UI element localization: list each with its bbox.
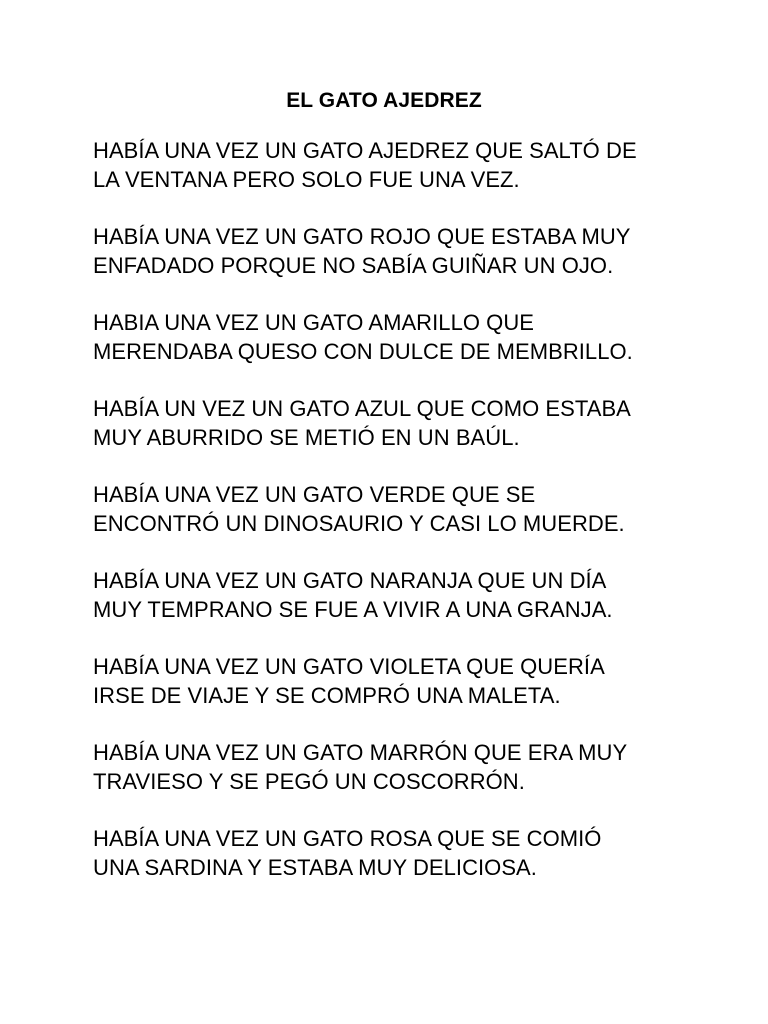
stanza — [93, 394, 733, 452]
stanza-line: MUY ABURRIDO SE METIÓ EN UN BAÚL. — [93, 425, 520, 450]
stanza-line: HABÍA UNA VEZ UN GATO NARANJA QUE UN DÍA — [93, 568, 607, 593]
stanza-line: ENCONTRÓ UN DINOSAURIO Y CASI LO MUERDE. — [93, 511, 625, 536]
document-title: EL GATO AJEDREZ — [286, 89, 482, 112]
stanza-line: MERENDABA QUESO CON DULCE DE MEMBRILLO. — [93, 339, 633, 364]
stanza-line: HABÍA UN VEZ UN GATO AZUL QUE COMO ESTABA — [93, 396, 631, 421]
stanza-line: HABÍA UNA VEZ UN GATO MARRÓN QUE ERA MUY — [93, 740, 628, 765]
stanza — [93, 308, 733, 366]
stanza-line: HABÍA UNA VEZ UN GATO VIOLETA QUE QUERÍA — [93, 654, 605, 679]
stanza-line: HABÍA UNA VEZ UN GATO AJEDREZ QUE SALTÓ DE — [93, 138, 637, 163]
stanza-line: HABÍA UNA VEZ UN GATO ROJO QUE ESTABA MUY — [93, 224, 631, 249]
stanza — [93, 652, 733, 710]
stanza-line: MUY TEMPRANO SE FUE A VIVIR A UNA GRANJA. — [93, 597, 613, 622]
stanza-line: ENFADADO PORQUE NO SABÍA GUIÑAR UN OJO. — [93, 253, 614, 278]
stanza-line: HABÍA UNA VEZ UN GATO VERDE QUE SE — [93, 482, 536, 507]
stanza — [93, 824, 733, 882]
stanza — [93, 738, 733, 796]
stanza — [93, 480, 733, 538]
stanza-line: HABÍA UNA VEZ UN GATO ROSA QUE SE COMIÓ — [93, 826, 602, 851]
stanza-line: LA VENTANA PERO SOLO FUE UNA VEZ. — [93, 167, 520, 192]
stanza-line: HABIA UNA VEZ UN GATO AMARILLO QUE — [93, 310, 535, 335]
stanza-list — [93, 136, 733, 910]
stanza-line: TRAVIESO Y SE PEGÓ UN COSCORRÓN. — [93, 769, 525, 794]
stanza — [93, 222, 733, 280]
stanza — [93, 136, 733, 194]
stanza-line: UNA SARDINA Y ESTABA MUY DELICIOSA. — [93, 855, 537, 880]
stanza-line: IRSE DE VIAJE Y SE COMPRÓ UNA MALETA. — [93, 683, 561, 708]
stanza — [93, 566, 733, 624]
